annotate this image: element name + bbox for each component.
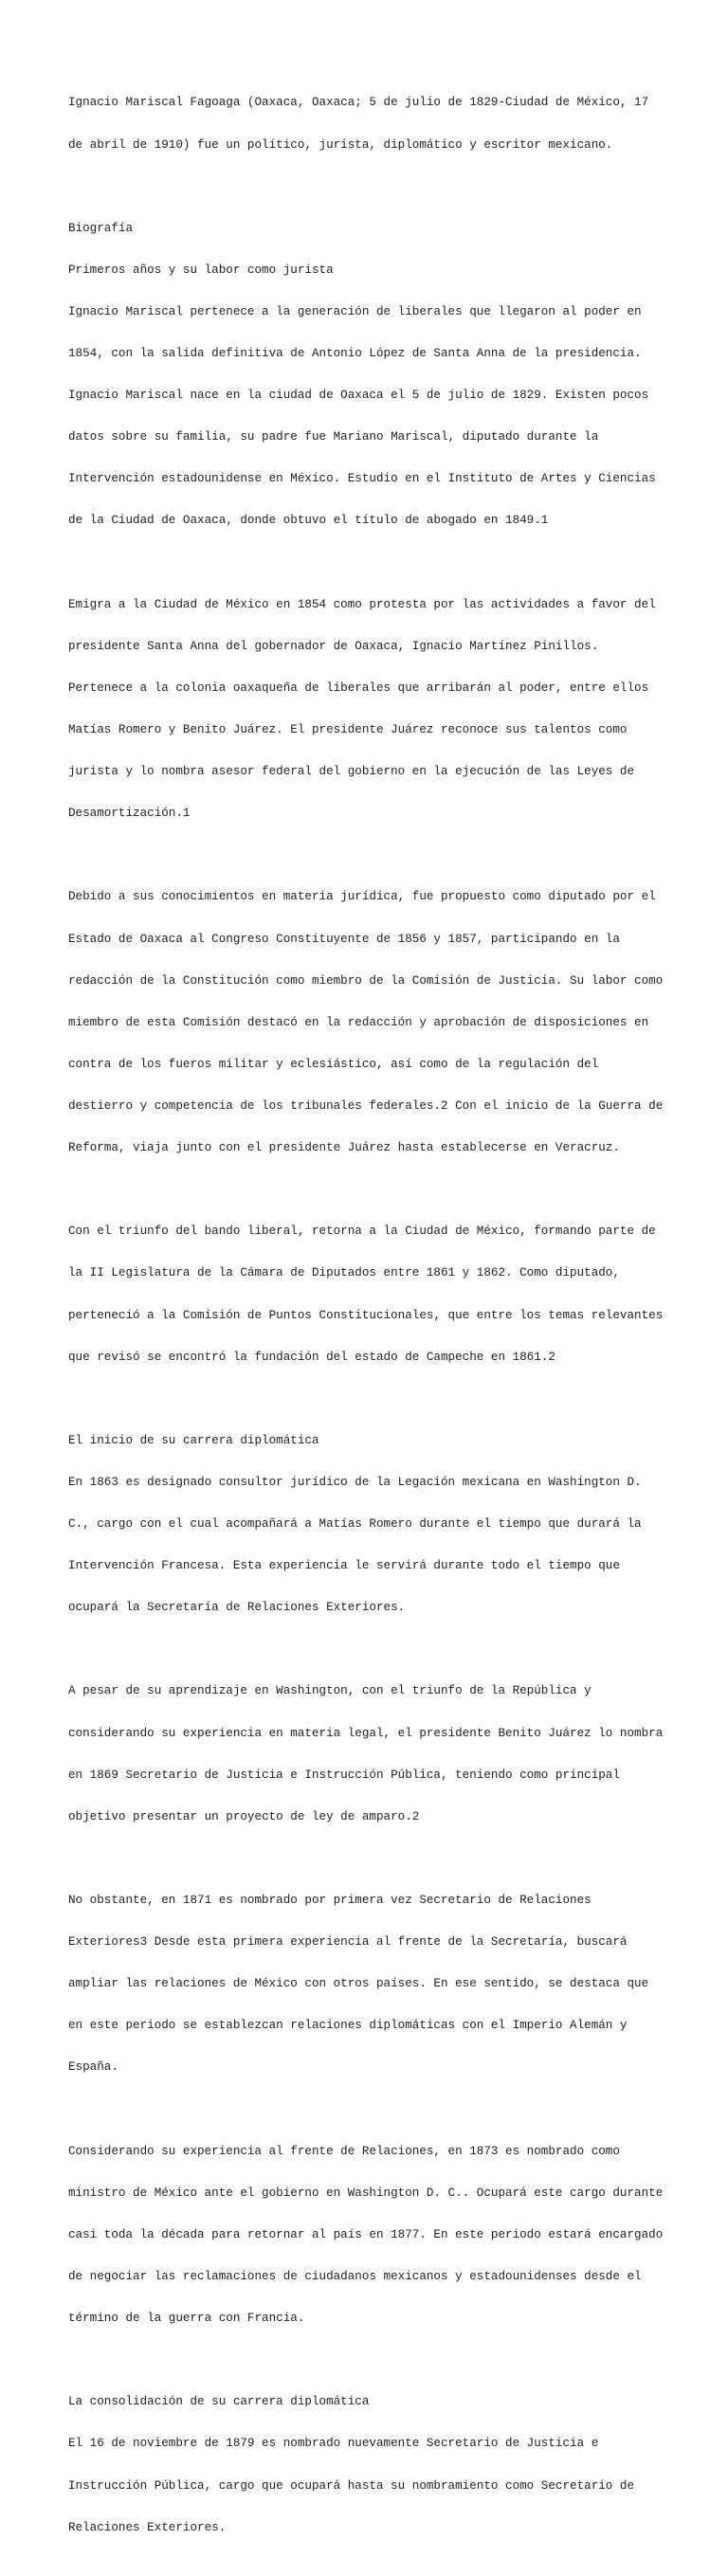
text-line: A pesar de su aprendizaje en Washington, con el triunfo de la República y xyxy=(68,1684,592,1698)
text-line: Con el triunfo del bando liberal, retorna a la Ciudad de México, formando parte de xyxy=(68,1225,656,1239)
text-line: Ignacio Mariscal pertenece a la generación de liberales que llegaron al poder en xyxy=(68,304,642,318)
text-line: Relaciones Exteriores. xyxy=(68,2520,227,2534)
text-line: ampliar las relaciones de México con otros países. En ese sentido, se destaca que xyxy=(68,1977,649,1991)
text-line: redacción de la Constitución como miembro de la Comisión de Justicia. Su labor como xyxy=(68,973,664,988)
text-line: C., cargo con el cual acompañará a Matías Romero durante el tiempo que durará la xyxy=(68,1517,642,1532)
paragraph-washington xyxy=(68,1657,675,1852)
text-line: España. xyxy=(68,2060,118,2075)
paragraph-consolidacion xyxy=(68,2367,675,2563)
text-line: Reforma, viaja junto con el presidente Juárez hasta establecerse en Veracruz. xyxy=(68,1141,620,1155)
text-line: destierro y competencia de los tribunales federales.2 Con el inicio de la Guerra de xyxy=(68,1098,664,1113)
paragraph-emigra xyxy=(68,570,675,848)
text-line: Considerando su experiencia al frente de Relaciones, en 1873 es nombrado como xyxy=(68,2144,620,2158)
text-line: Ignacio Mariscal nace en la ciudad de Oaxaca el 5 de julio de 1829. Existen pocos xyxy=(68,389,649,403)
text-line: Intervención Francesa. Esta experiencia le servirá durante todo el tiempo que xyxy=(68,1559,620,1573)
text-line: ocupará la Secretaría de Relaciones Exteriores. xyxy=(68,1601,406,1615)
text-line: la II Legislatura de la Cámara de Diputados entre 1861 y 1862. Como diputado, xyxy=(68,1266,620,1280)
text-line: Desamortización.1 xyxy=(68,807,191,821)
text-line: Estado de Oaxaca al Congreso Constituyente de 1856 y 1857, participando en la xyxy=(68,932,620,946)
text-line: de abril de 1910) fue un político, jurista, diplomático y escritor mexicano. xyxy=(68,137,613,152)
text-line: 1854, con la salida definitiva de Antonio López de Santa Anna de la presidencia. xyxy=(68,347,642,361)
text-line: objetivo presentar un proyecto de ley de amparo.2 xyxy=(68,1809,420,1823)
text-line: miembro de esta Comisión destacó en la redacción y aprobación de disposiciones en xyxy=(68,1015,649,1029)
text-line: Debido a sus conocimientos en materia jurídica, fue propuesto como diputado por el xyxy=(68,890,656,904)
paragraph-triunfo xyxy=(68,1197,675,1392)
text-line: Pertenece a la colonia oaxaqueña de liberales que arribarán al poder, entre ellos xyxy=(68,680,649,695)
paragraph-intro xyxy=(68,68,675,180)
text-line: considerando su experiencia en materia legal, el presidente Benito Juárez lo nombra xyxy=(68,1726,664,1740)
paragraph-carrera-diplomatica xyxy=(68,1406,675,1642)
paragraph-congreso xyxy=(68,862,675,1183)
text-line: Intervención estadounidense en México. Estudio en el Instituto de Artes y Ciencias xyxy=(68,472,656,486)
text-line: de la Ciudad de Oaxaca, donde obtuvo el título de abogado en 1849.1 xyxy=(68,514,549,528)
text-line: Emigra a la Ciudad de México en 1854 como protesta por las actividades a favor del xyxy=(68,597,656,611)
subsection-heading: El inicio de su carrera diplomática xyxy=(68,1433,319,1447)
text-line: En 1863 es designado consultor jurídico de la Legación mexicana en Washington D. xyxy=(68,1475,642,1489)
section-heading: Biografía xyxy=(68,221,134,235)
text-line: jurista y lo nombra asesor federal del gobierno en la ejecución de las Leyes de xyxy=(68,765,635,779)
text-line: casi toda la década para retornar al país en 1877. En este periodo estará encargado xyxy=(68,2227,664,2241)
paragraph-relaciones-1871 xyxy=(68,1866,675,2103)
text-line: Matías Romero y Benito Juárez. El presidente Juárez reconoce sus talentos como xyxy=(68,723,628,737)
paragraph-ministro-1873 xyxy=(68,2116,675,2353)
text-line: datos sobre su familia, su padre fue Mariano Mariscal, diputado durante la xyxy=(68,430,599,444)
text-line: contra de los fueros militar y eclesiástico, así como de la regulación del xyxy=(68,1057,599,1071)
text-line: presidente Santa Anna del gobernador de Oaxaca, Ignacio Martínez Pinillos. xyxy=(68,639,599,653)
text-line: Exteriores3 Desde esta primera experiencia al frente de la Secretaría, buscará xyxy=(68,1935,628,1950)
text-line: ministro de México ante el gobierno en Washington D. C.. Ocupará este cargo durante xyxy=(68,2186,664,2200)
paragraph-biografia xyxy=(68,193,675,555)
text-line: en este periodo se establezcan relaciones diplomáticas con el Imperio Alemán y xyxy=(68,2019,628,2033)
subsection-heading: La consolidación de su carrera diplomática xyxy=(68,2395,370,2409)
text-line: Instrucción Pública, cargo que ocupará hasta su nombramiento como Secretario de xyxy=(68,2478,635,2493)
text-line: No obstante, en 1871 es nombrado por primera vez Secretario de Relaciones xyxy=(68,1894,592,1907)
text-line: El 16 de noviembre de 1879 es nombrado nuevamente Secretario de Justicia e xyxy=(68,2437,599,2451)
document-page xyxy=(68,68,675,2576)
text-line: término de la guerra con Francia. xyxy=(68,2312,305,2326)
text-line: perteneció a la Comisión de Puntos Constitucionales, que entre los temas relevantes xyxy=(68,1308,664,1322)
text-line: en 1869 Secretario de Justicia e Instrucción Pública, teniendo como principal xyxy=(68,1768,620,1782)
text-line: que revisó se encontró la fundación del estado de Campeche en 1861.2 xyxy=(68,1350,555,1364)
text-line: Ignacio Mariscal Fagoaga (Oaxaca, Oaxaca; 5 de julio de 1829-Ciudad de México, 17 xyxy=(68,96,649,110)
subsection-heading: Primeros años y su labor como jurista xyxy=(68,263,334,277)
text-line: de negociar las reclamaciones de ciudadanos mexicanos y estadounidenses desde el xyxy=(68,2269,642,2283)
